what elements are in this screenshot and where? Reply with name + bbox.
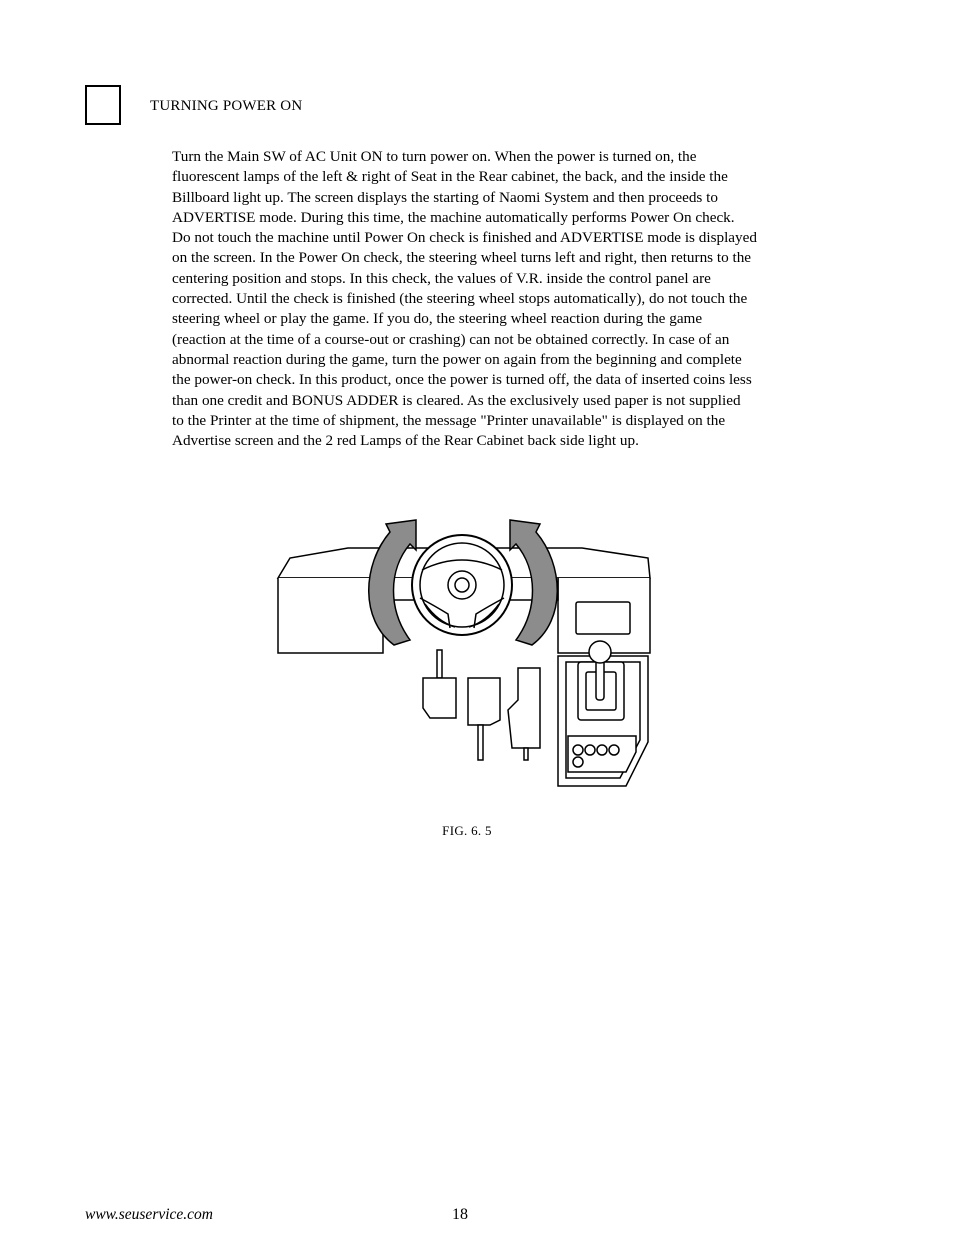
body-line: Do not touch the machine until Power On check is finished and ADVERTISE mode is displayed [172,229,757,247]
figure-caption: FIG. 6. 5 [442,823,492,838]
section-title: TURNING POWER ON [150,98,303,114]
steering-wheel [412,535,512,635]
body-line: the power-on check. In this product, once the power is turned off, the data of inserted coins less [172,371,752,389]
body-line: centering position and stops. In this check, the values of V.R. inside the control panel are [172,269,711,287]
body-line: corrected. Until the check is finished (the steering wheel stops automatically), do not touch the [172,290,748,308]
body-paragraph [172,147,840,451]
body-line: (reaction at the time of a course-out or crashing) can not be obtained correctly. In case of an [172,330,730,348]
body-line: steering wheel or play the game. If you do, the steering wheel reaction during the game [172,310,703,328]
page-number: 18 [452,1206,468,1223]
shift-console [558,641,648,786]
control-panel-figure [270,510,660,800]
body-line: ADVERTISE mode. During this time, the machine automatically performs Power On check. [172,208,735,226]
footer-url[interactable]: www.seuservice.com [85,1206,213,1223]
body-line: Advertise screen and the 2 red Lamps of the Rear Cabinet back side light up. [172,432,639,450]
body-line: abnormal reaction during the game, turn the power on again from the beginning and complete [172,350,742,368]
section-checkbox [85,85,121,125]
body-line: Turn the Main SW of AC Unit ON to turn power on. When the power is turned on, the [172,148,697,165]
body-line: on the screen. In the Power On check, the steering wheel turns left and right, then returns to the [172,249,752,267]
body-line: fluorescent lamps of the left & right of Seat in the Rear cabinet, the back, and the inside the [172,168,728,186]
body-line: Billboard light up. The screen displays the starting of Naomi System and then proceeds to [172,188,718,206]
pedals [423,650,540,760]
body-line: than one credit and BONUS ADDER is cleared. As the exclusively used paper is not supplied [172,391,741,409]
body-line: to the Printer at the time of shipment, the message "Printer unavailable" is displayed on the [172,411,726,429]
